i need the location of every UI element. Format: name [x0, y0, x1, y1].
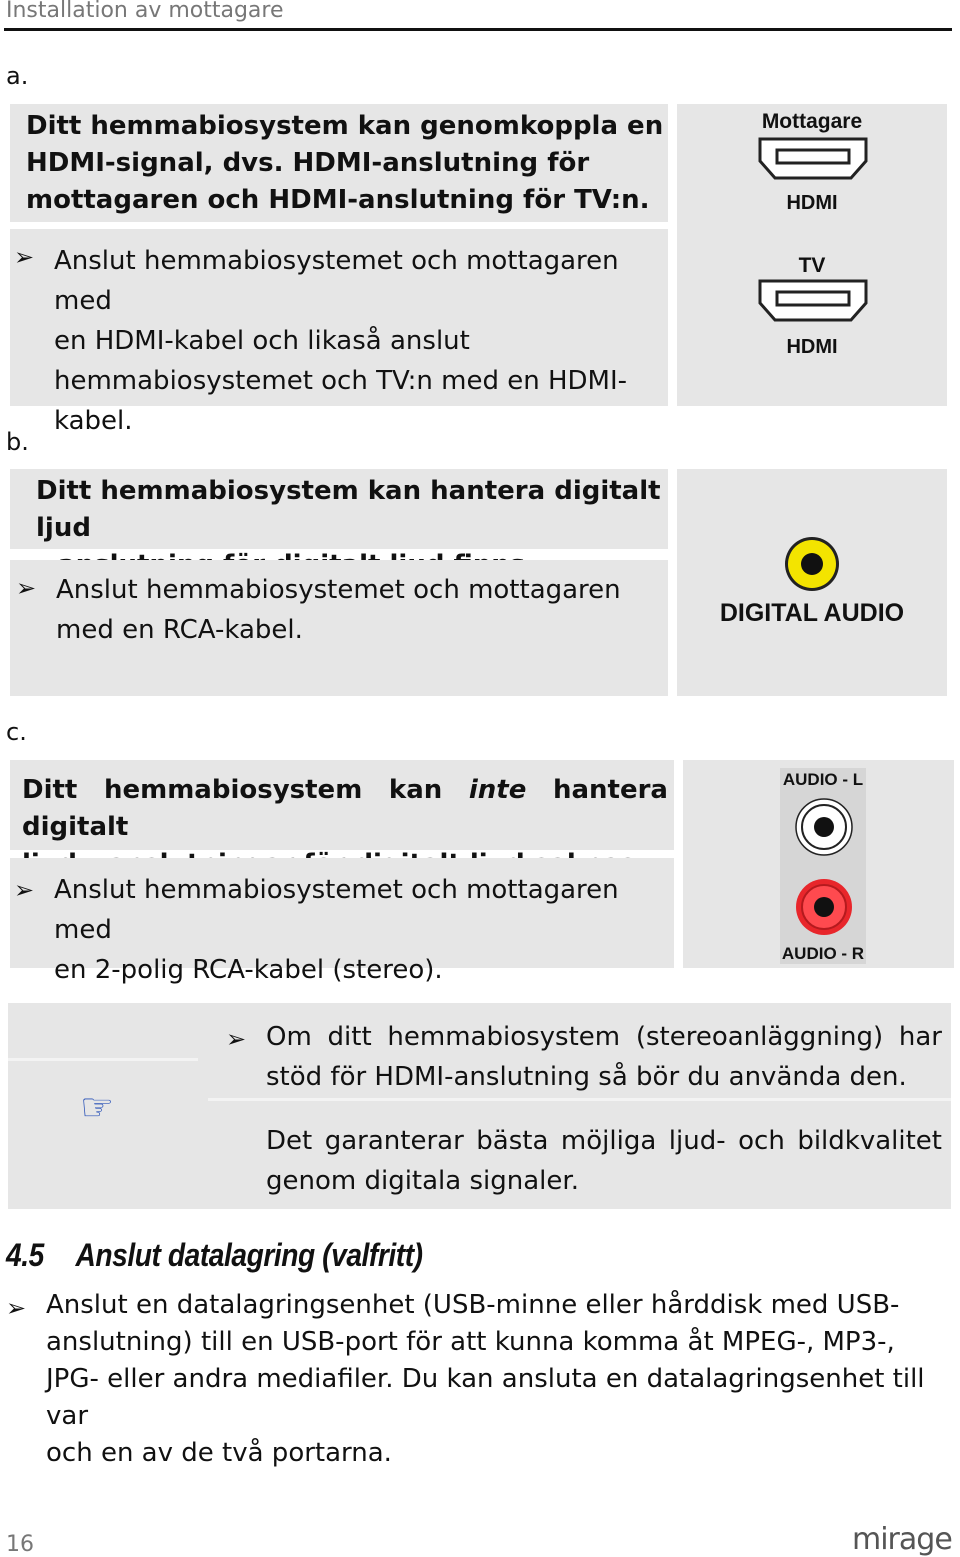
digital-audio-figure	[677, 469, 947, 696]
running-header: Installation av mottagare	[6, 0, 284, 23]
brand-logo: mirage	[852, 1522, 952, 1557]
pointing-hand-icon: ☞	[80, 1085, 115, 1129]
section-a-bullet-line: hemmabiosystemet och TV:n med en HDMI-	[54, 366, 628, 396]
section-b-label: b.	[6, 428, 29, 456]
section-a-statement-line: Ditt hemmabiosystem kan genomkoppla en	[26, 111, 664, 141]
section-c-statement-line-1: Ditt hemmabiosystem kan inte hantera digitalt	[22, 775, 668, 842]
bullet-arrow-icon: ➢	[14, 876, 35, 904]
section-a-statement-line: mottagaren och HDMI-anslutning för TV:n.	[26, 185, 650, 215]
header-rule	[4, 28, 952, 31]
section-a-bullet-box	[10, 229, 668, 436]
section-title: Anslut datalagring (valfritt)	[75, 1237, 423, 1273]
audio-left-jack-icon	[795, 798, 853, 856]
tv-label: TV	[798, 254, 826, 277]
note-para-line: genom digitala signaler.	[266, 1166, 579, 1196]
bullet-arrow-icon: ➢	[6, 1294, 27, 1322]
note-bullet-line: Om ditt hemmabiosystem (stereoanläggning) har	[266, 1022, 942, 1052]
section-c-bullet-box	[10, 858, 674, 985]
audio-l-label: AUDIO - L	[782, 770, 864, 789]
section-number: 4.5	[6, 1237, 44, 1273]
section-a-label: a.	[6, 62, 29, 90]
section-b-statement-box	[10, 469, 668, 549]
hdmi-label: HDMI	[786, 336, 838, 358]
digital-audio-label: DIGITAL AUDIO	[719, 599, 905, 627]
bullet-arrow-icon: ➢	[14, 243, 35, 271]
audio-right-jack-icon	[795, 878, 853, 936]
section-45-bullet-line: Anslut en datalagringsenhet (USB-minne eller hårddisk med USB-	[46, 1290, 900, 1320]
section-45-bullet-line: och en av de två portarna.	[46, 1438, 392, 1468]
stereo-audio-figure	[683, 760, 954, 968]
note-bullet-line: stöd för HDMI-anslutning så bör du använda den.	[266, 1062, 907, 1092]
section-b-statement-line: Ditt hemmabiosystem kan hantera digitalt ljud	[36, 476, 661, 543]
hdmi-port-icon	[757, 136, 869, 184]
hdmi-connection-figure	[677, 104, 947, 406]
page-number: 16	[6, 1532, 34, 1557]
section-45-bullet-line: JPG- eller andra mediafiler. Du kan ansluta en datalagringsenhet till var	[46, 1364, 925, 1431]
section-a-bullet-line: Anslut hemmabiosystemet och mottagaren med	[54, 246, 619, 316]
section-a-bullet-line: en HDMI-kabel och likaså anslut	[54, 326, 470, 356]
hdmi-label: HDMI	[786, 192, 838, 214]
hdmi-port-icon	[757, 278, 869, 326]
mottagare-label: Mottagare	[761, 110, 863, 133]
section-45-bullet-line: anslutning) till en USB-port för att kunna komma åt MPEG-, MP3-,	[46, 1327, 895, 1357]
section-a-bullet-line: kabel.	[54, 406, 133, 436]
note-para-line: Det garanterar bästa möjliga ljud- och bildkvalitet	[266, 1126, 942, 1156]
section-heading	[6, 1237, 423, 1274]
digital-audio-jack-icon	[783, 535, 841, 593]
audio-r-label: AUDIO - R	[781, 944, 865, 963]
section-c-label: c.	[6, 718, 27, 746]
bullet-arrow-icon: ➢	[16, 574, 37, 602]
section-b-bullet-line: med en RCA-kabel.	[56, 615, 303, 645]
section-45-bullet	[46, 1287, 960, 1472]
section-c-statement-box	[10, 760, 674, 850]
section-a-statement-line: HDMI-signal, dvs. HDMI-anslutning för	[26, 148, 590, 178]
section-c-bullet-line: en 2-polig RCA-kabel (stereo).	[54, 955, 443, 985]
section-b-bullet-line: Anslut hemmabiosystemet och mottagaren	[56, 575, 621, 605]
emphasis-inte: inte	[468, 775, 527, 805]
section-b-bullet-box	[10, 560, 668, 696]
bullet-arrow-icon: ➢	[226, 1025, 247, 1053]
note-box	[8, 1003, 951, 1209]
section-c-bullet-line: Anslut hemmabiosystemet och mottagaren med	[54, 875, 619, 945]
section-a-statement-box	[10, 104, 668, 222]
